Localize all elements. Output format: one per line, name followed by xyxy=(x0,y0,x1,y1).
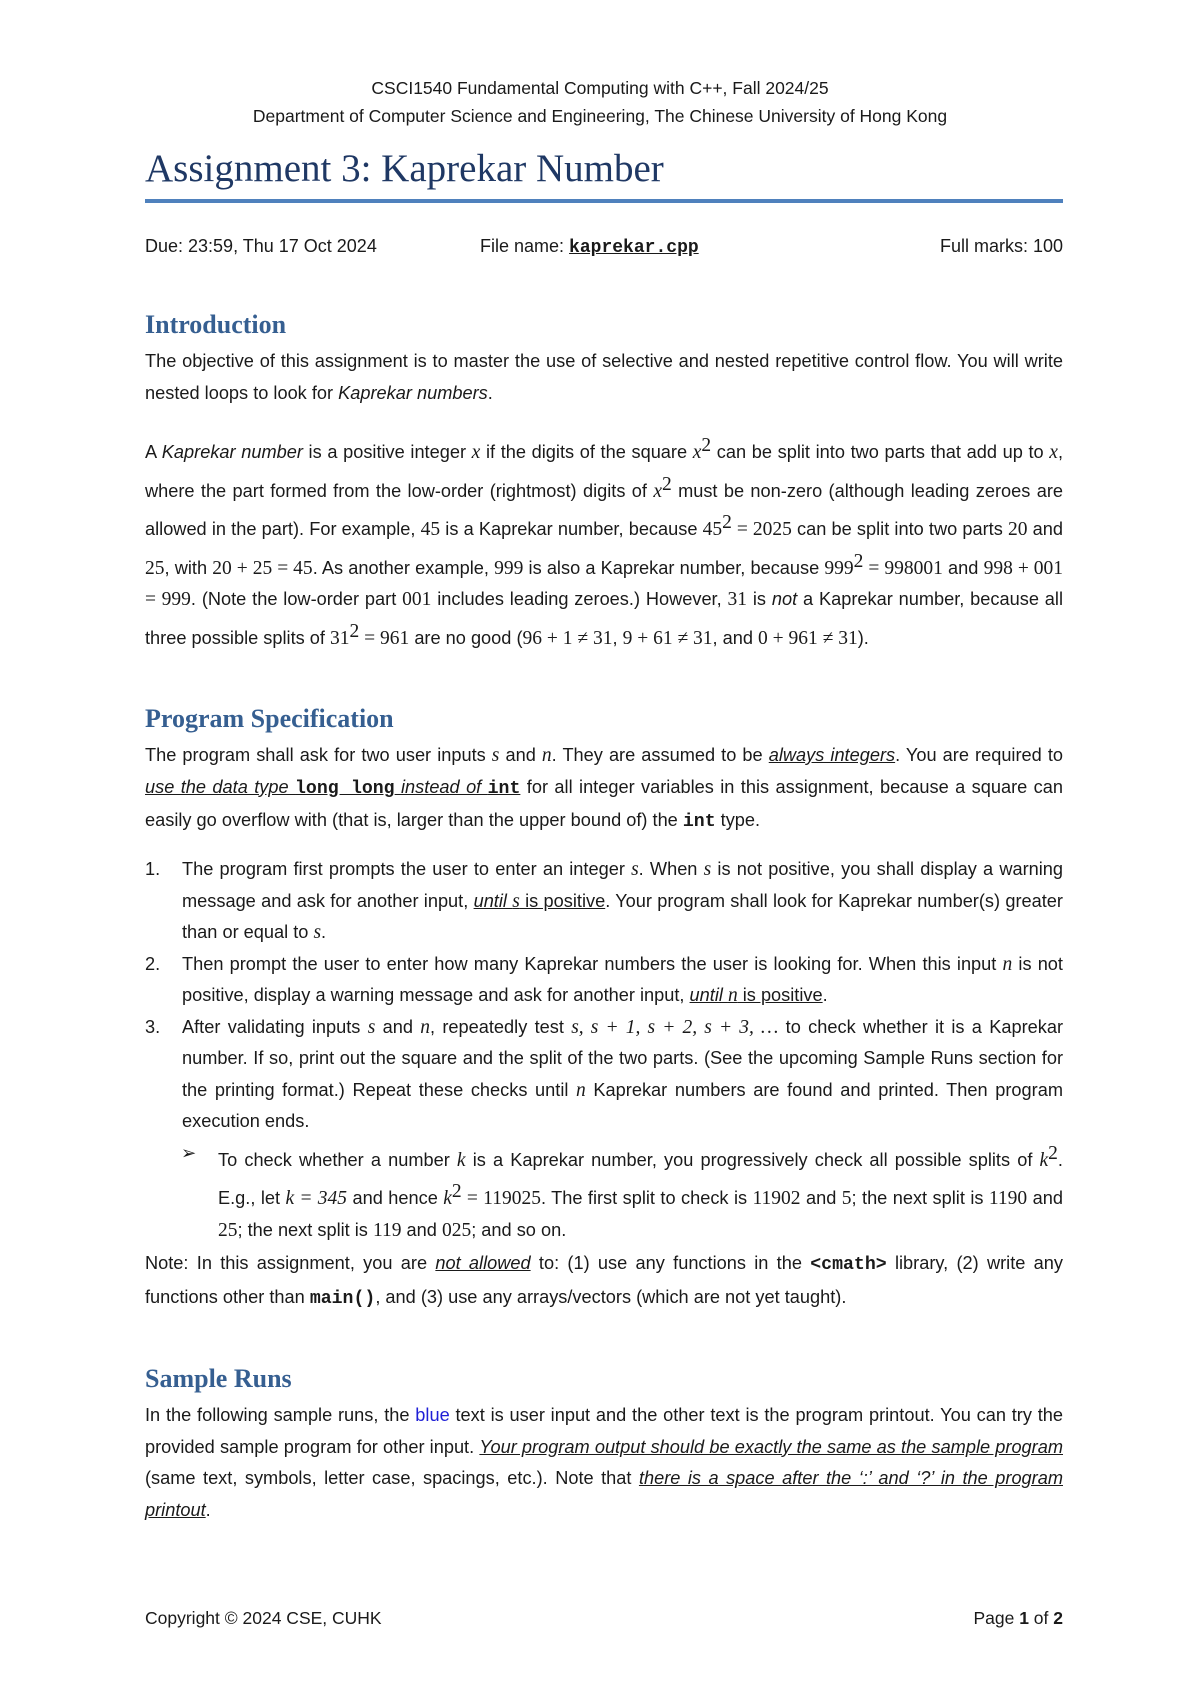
text: In the following sample runs, the xyxy=(145,1405,416,1425)
text: can be split into two parts that add up to xyxy=(711,442,1050,463)
assignment-meta xyxy=(145,236,1063,264)
math: 31 xyxy=(330,627,350,649)
intro-emphasis: Kaprekar numbers xyxy=(338,382,488,403)
math: 998 + 001 = 999 xyxy=(145,557,1064,611)
text: , with xyxy=(164,557,213,578)
text: . When xyxy=(638,859,704,879)
text: , repeatedly test xyxy=(430,1016,572,1037)
math: s, s + 1, s + 2, s + 3, … xyxy=(571,1016,779,1038)
introduction-paragraph-1 xyxy=(145,346,1063,409)
text: must be non-zero (although leading zeroes are allowed in the part). For example, xyxy=(145,480,1063,540)
text: and xyxy=(1027,519,1063,540)
total-pages: 2 xyxy=(1053,1608,1063,1628)
text: of xyxy=(1028,1608,1054,1628)
math: 25 xyxy=(145,557,165,579)
program-specification-heading: Program Specification xyxy=(145,704,394,733)
sample-runs-paragraph xyxy=(145,1400,1063,1526)
current-page: 1 xyxy=(1019,1608,1029,1628)
assignment-title: Assignment 3: Kaprekar Number xyxy=(145,147,664,190)
arrow-bullet-icon: ➢ xyxy=(181,1142,197,1163)
text: if the digits of the square xyxy=(480,442,693,463)
math: 5 xyxy=(841,1188,852,1210)
emphasis: not xyxy=(771,589,798,610)
math: 25 xyxy=(218,1219,238,1241)
superscript: 2 xyxy=(349,620,360,642)
text: Note: In this assignment, you are xyxy=(145,1253,436,1273)
math: 45 xyxy=(702,519,723,541)
text: is not positive, display a warning message and ask for another input, xyxy=(182,953,1063,1005)
math: 0 + 961 ≠ 31 xyxy=(758,627,858,649)
text: to check whether it is a Kaprekar number. If so, print out the square and the split of the two parts. (See the upcoming Sample Runs section for the printing format.) Repeat these checks until xyxy=(182,1016,1064,1100)
superscript: 2 xyxy=(661,473,672,495)
math: 20 xyxy=(1007,519,1028,541)
math: k xyxy=(443,1188,452,1210)
math: = 119025 xyxy=(461,1188,541,1210)
math: 999 xyxy=(494,557,524,579)
copyright: Copyright © 2024 CSE, CUHK xyxy=(145,1608,382,1628)
list-number: 3. xyxy=(145,1016,161,1037)
math: x xyxy=(653,480,662,502)
term: Kaprekar number xyxy=(161,442,303,463)
text: . E.g., let xyxy=(218,1149,1063,1209)
text: The program first prompts the user to enter an integer xyxy=(182,859,632,879)
text: includes leading zeroes.) However, xyxy=(431,589,728,610)
text: (same text, symbols, letter case, spacings, etc.). Note that xyxy=(145,1468,639,1488)
math: n xyxy=(576,1079,586,1101)
text: and xyxy=(499,745,542,765)
math: x xyxy=(471,442,481,464)
text: and xyxy=(1027,1188,1063,1209)
math: 119 xyxy=(372,1219,402,1241)
text: Then prompt the user to enter how many Kaprekar numbers the user is looking for. When this input xyxy=(182,953,1003,974)
code: int xyxy=(682,812,716,832)
introduction-paragraph-2 xyxy=(145,430,1063,654)
emphasis: Your program output should be exactly the same as the sample program xyxy=(479,1436,1063,1457)
document-header xyxy=(0,74,1200,130)
math: = 961 xyxy=(359,627,410,649)
math: k xyxy=(456,1149,466,1171)
text: . xyxy=(321,922,327,942)
text: Page xyxy=(973,1608,1020,1628)
text: . xyxy=(205,1499,211,1520)
superscript: 2 xyxy=(451,1181,462,1203)
emphasis: not allowed xyxy=(435,1253,531,1273)
specification-list xyxy=(145,854,1063,1246)
math: 1190 xyxy=(988,1188,1028,1210)
math: s xyxy=(313,922,322,943)
math: s xyxy=(703,859,712,880)
text: library, (2) write any functions other than xyxy=(145,1253,1064,1307)
text: are no good ( xyxy=(409,627,523,648)
text: A xyxy=(145,442,162,463)
emphasis: until xyxy=(473,890,513,911)
emphasis: always integers xyxy=(768,745,896,765)
text: . xyxy=(822,985,828,1005)
text: . (Note the low-order part xyxy=(190,589,403,610)
text: . The first split to check is xyxy=(540,1188,753,1209)
math: k = 345 xyxy=(285,1188,348,1210)
emphasis: is positive xyxy=(519,890,606,911)
blue-word: blue xyxy=(415,1405,450,1425)
page-number xyxy=(973,1608,1063,1629)
text: is a Kaprekar number, because xyxy=(440,519,703,540)
text: ; the next split is xyxy=(851,1188,989,1209)
intro-text: The objective of this assignment is to master the use of selective and nested repetitive control flow. You will write nested loops to look for xyxy=(145,351,1063,403)
text: , xyxy=(612,627,623,648)
text: is also a Kaprekar number, because xyxy=(523,557,825,578)
text: After validating inputs xyxy=(182,1016,368,1037)
text: and hence xyxy=(347,1188,444,1209)
text: and xyxy=(401,1219,442,1240)
text: and xyxy=(375,1016,421,1037)
text: , and xyxy=(712,627,759,648)
superscript: 2 xyxy=(853,550,864,572)
math: s xyxy=(491,745,500,766)
math: 45 xyxy=(420,519,441,541)
title-rule xyxy=(145,199,1063,203)
emphasis: instead of xyxy=(394,776,488,797)
emphasis: use the data type xyxy=(145,776,296,797)
math: n xyxy=(727,985,738,1006)
emphasis: there is a space after the ‘:’ and ‘?’ in the program printout xyxy=(145,1468,1063,1520)
emphasis: until xyxy=(689,985,728,1005)
text: for all integer variables in this assignment, because a square can easily go overflow with (that is, larger than the upper bound of) the xyxy=(145,776,1063,830)
list-item xyxy=(145,854,1063,949)
file-name-field xyxy=(480,236,699,258)
text: . Your program shall look for Kaprekar number(s) greater than or equal to xyxy=(182,890,1063,942)
file-name-value: kaprekar.cpp xyxy=(569,238,699,258)
text: To check whether a number xyxy=(218,1149,457,1170)
text: can be split into two parts xyxy=(791,519,1008,540)
superscript: 2 xyxy=(701,435,712,456)
due-date: Due: 23:59, Thu 17 Oct 2024 xyxy=(145,236,377,256)
intro-text: . xyxy=(487,382,493,403)
text: type. xyxy=(715,810,761,830)
text: to: (1) use any functions in the xyxy=(530,1253,811,1273)
math: 31 xyxy=(727,589,748,611)
list-number: 2. xyxy=(145,953,161,974)
math: = 2025 xyxy=(731,519,792,541)
text: Kaprekar numbers are found and printed. Then program execution ends. xyxy=(182,1079,1063,1131)
math: 20 + 25 = 45 xyxy=(212,557,313,579)
math: 11902 xyxy=(752,1188,801,1210)
math: n xyxy=(420,1016,430,1038)
text: a Kaprekar number, because all three possible splits of xyxy=(145,589,1063,648)
list-number: 1. xyxy=(145,859,161,879)
math: 025 xyxy=(441,1219,472,1241)
full-marks: Full marks: 100 xyxy=(939,236,1063,256)
superscript: 2 xyxy=(1048,1142,1058,1164)
text: and xyxy=(942,557,984,578)
page-footer xyxy=(145,1608,1063,1636)
math: n xyxy=(541,745,552,766)
note-paragraph xyxy=(145,1248,1063,1315)
list-item xyxy=(145,1012,1063,1138)
text: . You are required to xyxy=(895,745,1064,765)
math: k xyxy=(1039,1149,1049,1171)
text: is a positive integer xyxy=(302,442,472,463)
course-title: CSCI1540 Fundamental Computing with C++, Fall 2024/25 xyxy=(371,78,829,98)
specification-intro-paragraph xyxy=(145,740,1063,839)
text: is xyxy=(747,589,772,610)
text: ). xyxy=(857,627,869,648)
emphasis: is positive xyxy=(737,985,823,1005)
text: text is user input and the other text is the program printout. You can try the provided sample program for other input. xyxy=(145,1405,1063,1457)
superscript: 2 xyxy=(722,512,732,534)
code: long long xyxy=(295,778,395,799)
file-name-label: File name: xyxy=(480,236,570,256)
introduction-heading: Introduction xyxy=(145,310,287,339)
list-item xyxy=(145,949,1063,1012)
math: 9 + 61 ≠ 31 xyxy=(622,627,713,649)
department-name: Department of Computer Science and Engineering, The Chinese University of Hong Kong xyxy=(252,106,948,126)
code: int xyxy=(487,778,521,799)
math: s xyxy=(367,1016,376,1038)
math: n xyxy=(1002,953,1013,975)
math: 001 xyxy=(402,589,432,611)
text: . As another example, xyxy=(312,557,495,578)
text: . They are assumed to be xyxy=(551,745,769,765)
text: is not positive, you shall display a warning message and ask for another input, xyxy=(182,859,1064,911)
text: , where the part formed from the low-order (rightmost) digits of xyxy=(145,442,1064,501)
math: x xyxy=(1049,442,1058,464)
math: 999 xyxy=(824,557,854,579)
text: and xyxy=(800,1188,842,1209)
text: , and (3) use any arrays/vectors (which are not yet taught). xyxy=(375,1286,847,1307)
sample-runs-heading: Sample Runs xyxy=(145,1364,292,1393)
math: x xyxy=(692,442,702,464)
code: <cmath> xyxy=(810,1255,887,1275)
math: s xyxy=(631,859,639,880)
math: s xyxy=(512,890,520,912)
text: The program shall ask for two user inputs xyxy=(145,745,492,765)
math: = 998001 xyxy=(863,557,943,579)
code: main() xyxy=(309,1288,376,1309)
text: is a Kaprekar number, you progressively check all possible splits of xyxy=(465,1149,1040,1170)
text: ; and so on. xyxy=(471,1219,567,1240)
math: 96 + 1 ≠ 31 xyxy=(522,627,613,649)
sub-list-item xyxy=(145,1138,1063,1247)
text: ; the next split is xyxy=(237,1219,373,1240)
